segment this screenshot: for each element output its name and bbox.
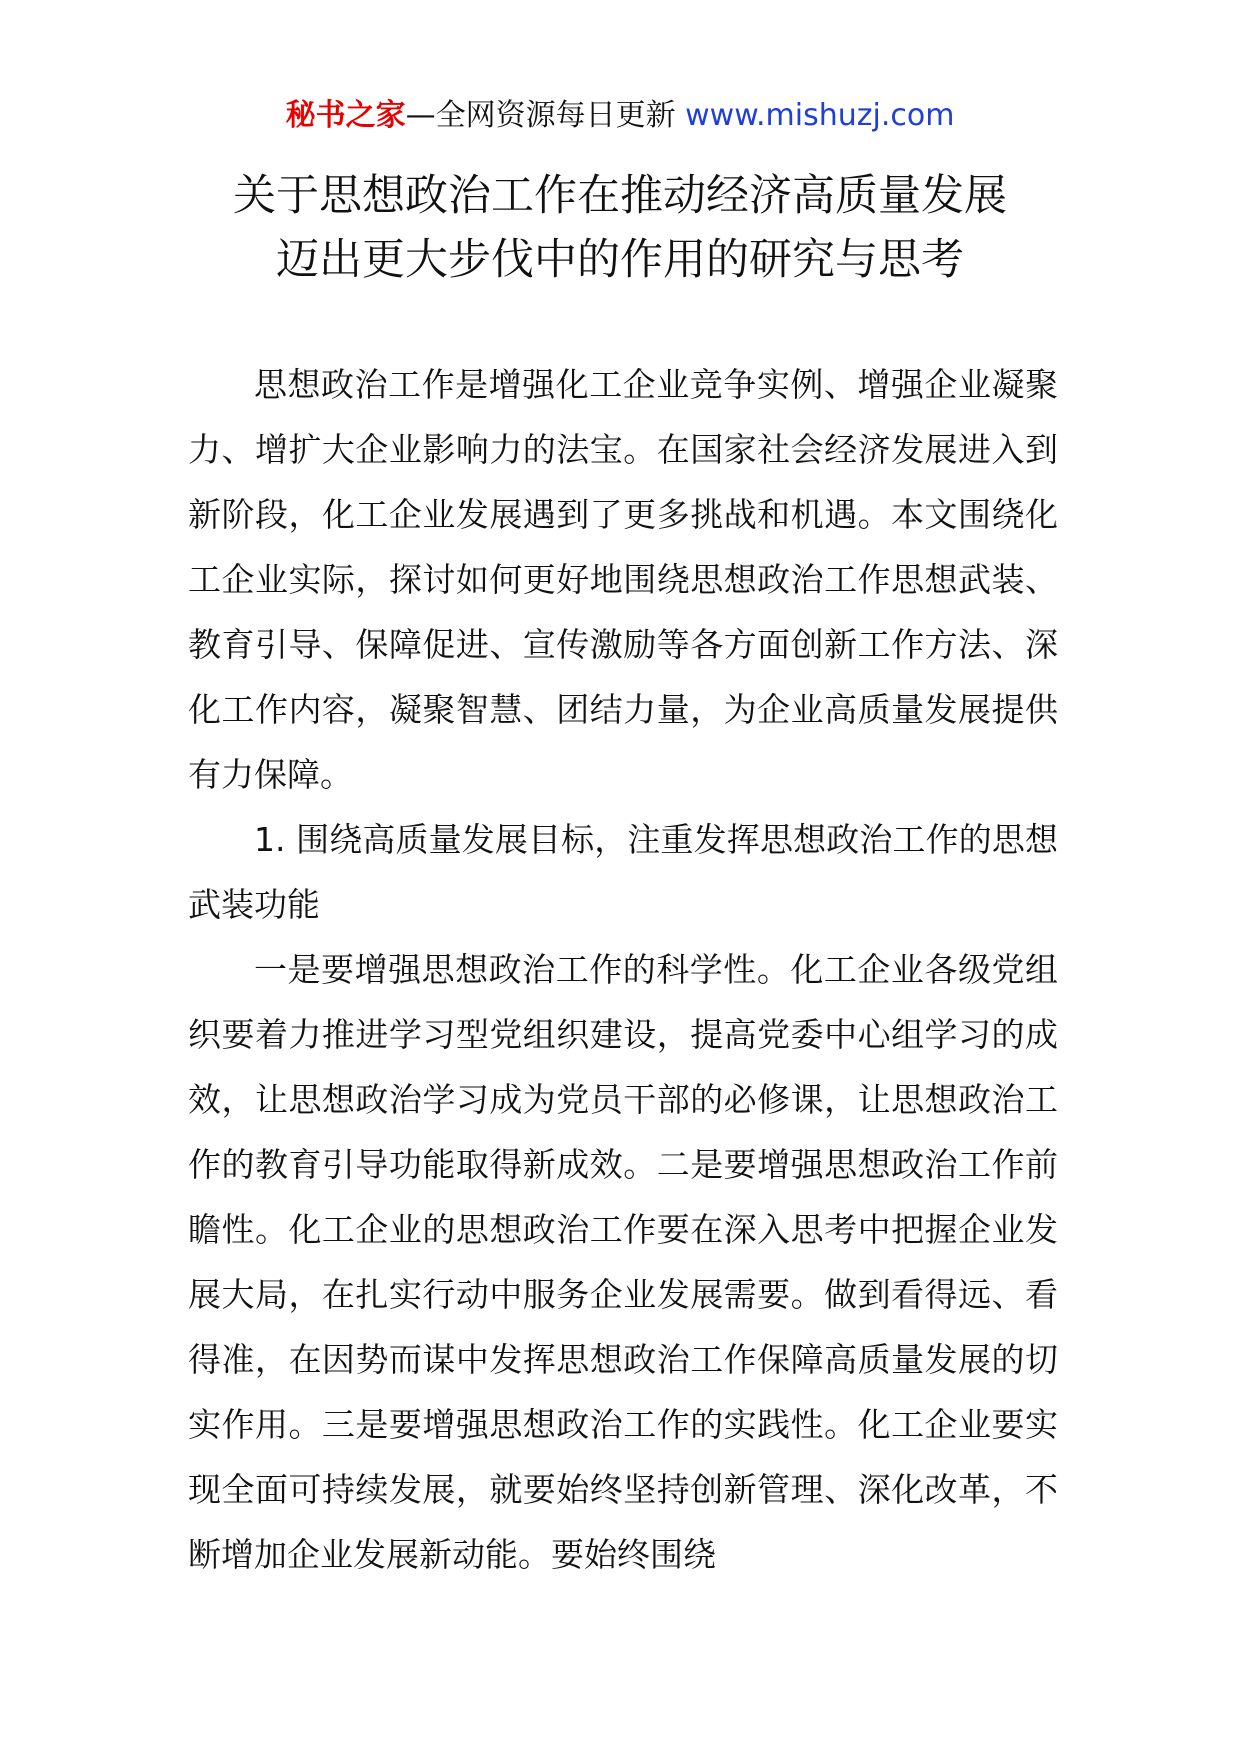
- title-line-1: 关于思想政治工作在推动经济高质量发展: [233, 171, 1007, 221]
- section-heading-1: 1. 围绕高质量发展目标，注重发挥思想政治工作的思想武装功能: [188, 820, 1058, 924]
- site-header: [0, 96, 1240, 136]
- site-url-link[interactable]: www.mishuzj.com: [685, 98, 955, 133]
- document-body: [188, 352, 1058, 1587]
- site-tagline: —全网资源每日更新: [405, 98, 676, 133]
- document-title: [0, 164, 1240, 292]
- site-brand: 秘书之家: [285, 98, 406, 133]
- paragraph-intro: 思想政治工作是增强化工企业竞争实例、增强企业凝聚力、增扩大企业影响力的法宝。在国家社会经济发展进入到新阶段，化工企业发展遇到了更多挑战和机遇。本文围绕化工企业实际，探讨如何更好地围绕思想政治工作思想武装、教育引导、保障促进、宣传激励等各方面创新工作方法、深化工作内容，凝聚智慧、团结力量，为企业高质量发展提供有力保障。: [188, 365, 1058, 794]
- title-line-2: 迈出更大步伐中的作用的研究与思考: [276, 235, 964, 285]
- paragraph-section-1: 一是要增强思想政治工作的科学性。化工企业各级党组织要着力推进学习型党组织建设，提高党委中心组学习的成效，让思想政治学习成为党员干部的必修课，让思想政治工作的教育引导功能取得新成效。二是要增强思想政治工作前瞻性。化工企业的思想政治工作要在深入思考中把握企业发展大局，在扎实行动中服务企业发展需要。做到看得远、看得准，在因势而谋中发挥思想政治工作保障高质量发展的切实作用。三是要增强思想政治工作的实践性。化工企业要实现全面可持续发展，就要始终坚持创新管理、深化改革，不断增加企业发展新动能。要始终围绕: [188, 950, 1058, 1574]
